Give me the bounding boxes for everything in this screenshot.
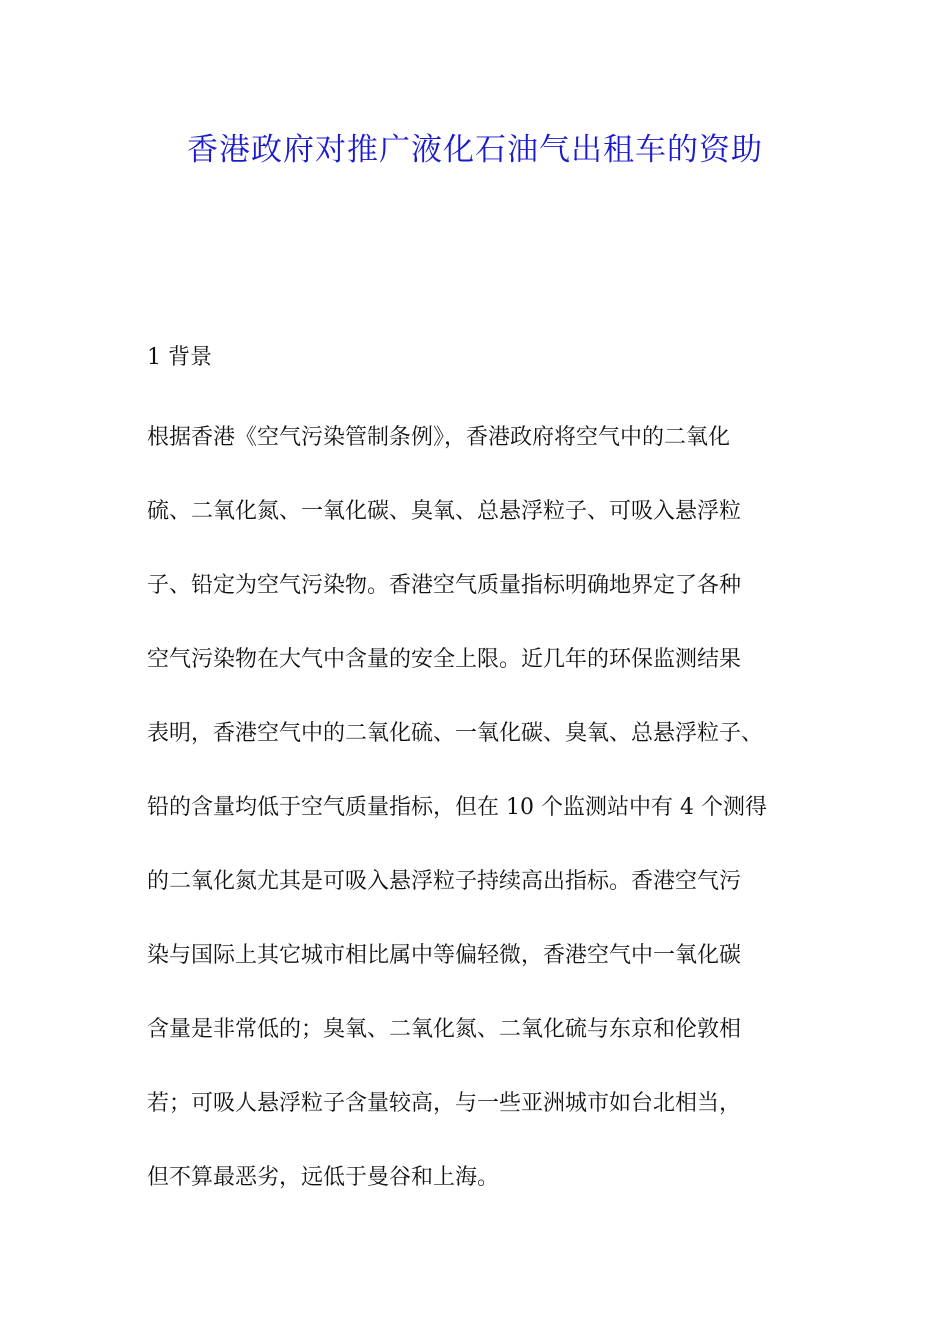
body-paragraph <box>147 418 837 1232</box>
document-title: 香港政府对推广液化石油气出租车的资助 <box>187 132 763 168</box>
section-heading: 1 背景 <box>147 345 212 370</box>
paragraph-line: 染与国际上其它城市相比属中等偏轻微，香港空气中一氧化碳 <box>147 943 742 968</box>
paragraph-line: 含量是非常低的；臭氧、二氧化氮、二氧化硫与东京和伦敦相 <box>147 1017 742 1042</box>
paragraph-line: 若；可吸人悬浮粒子含量较高，与一些亚洲城市如台北相当， <box>147 1091 742 1116</box>
paragraph-line: 硫、二氧化氮、一氧化碳、臭氧、总悬浮粒子、可吸入悬浮粒 <box>147 499 742 524</box>
paragraph-line: 铅的含量均低于空气质量指标，但在 10 个监测站中有 4 个测得 <box>147 795 767 820</box>
paragraph-line: 空气污染物在大气中含量的安全上限。近几年的环保监测结果 <box>147 647 742 672</box>
paragraph-line: 的二氧化氮尤其是可吸入悬浮粒子持续高出指标。香港空气污 <box>147 869 742 894</box>
paragraph-line: 子、铅定为空气污染物。香港空气质量指标明确地界定了各种 <box>147 573 742 598</box>
paragraph-line: 但不算最恶劣，远低于曼谷和上海。 <box>147 1165 500 1190</box>
paragraph-line: 表明，香港空气中的二氧化硫、一氧化碳、臭氧、总悬浮粒子、 <box>147 721 764 746</box>
paragraph-line: 根据香港《空气污染管制条例》，香港政府将空气中的二氧化 <box>147 425 731 450</box>
